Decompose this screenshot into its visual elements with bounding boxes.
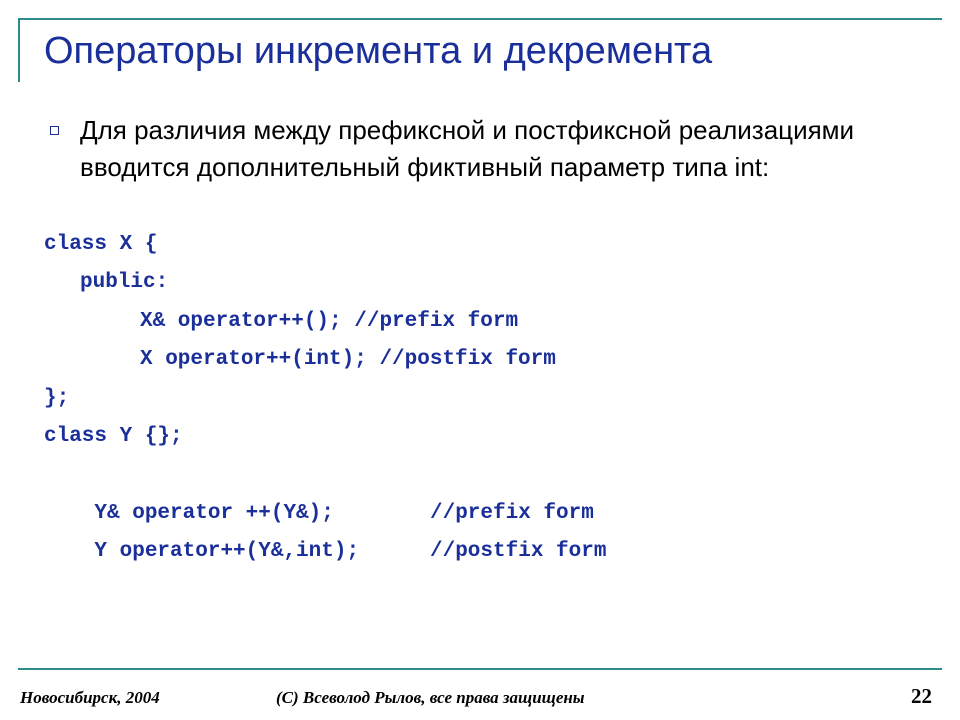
code-statement: Y operator++(Y&,int); — [94, 540, 360, 564]
title-left-rule — [18, 18, 20, 82]
title-top-rule — [18, 18, 942, 20]
code-line: X& operator++(); //prefix form — [140, 309, 519, 333]
footer-rule — [18, 668, 942, 670]
code-line — [44, 495, 904, 564]
code-line: class Y {}; — [44, 424, 183, 448]
slide-title: Операторы инкремента и декремента — [44, 30, 713, 72]
footer-copyright: (C) Всеволод Рылов, все права защищены — [276, 688, 585, 707]
code-listing — [44, 226, 904, 564]
page-number: 22 — [911, 684, 932, 708]
code-comment: //postfix form — [430, 540, 607, 564]
code-line: X operator++(int); //postfix form — [140, 348, 556, 372]
bullet-text: Для различия между префиксной и постфиксной реализациями вводится дополнительный фиктивный параметр типа int: — [80, 115, 855, 182]
code-line: class X { — [44, 233, 158, 256]
hollow-square-bullet-icon — [50, 126, 59, 135]
code-line: public: — [80, 271, 169, 295]
code-line — [44, 456, 904, 525]
code-line: }; — [44, 386, 70, 410]
code-comment: //prefix form — [430, 501, 594, 525]
bullet-item — [44, 112, 924, 186]
code-statement: Y& operator ++(Y&); — [94, 501, 334, 525]
footer-location-year: Новосибирск, 2004 — [20, 688, 160, 707]
